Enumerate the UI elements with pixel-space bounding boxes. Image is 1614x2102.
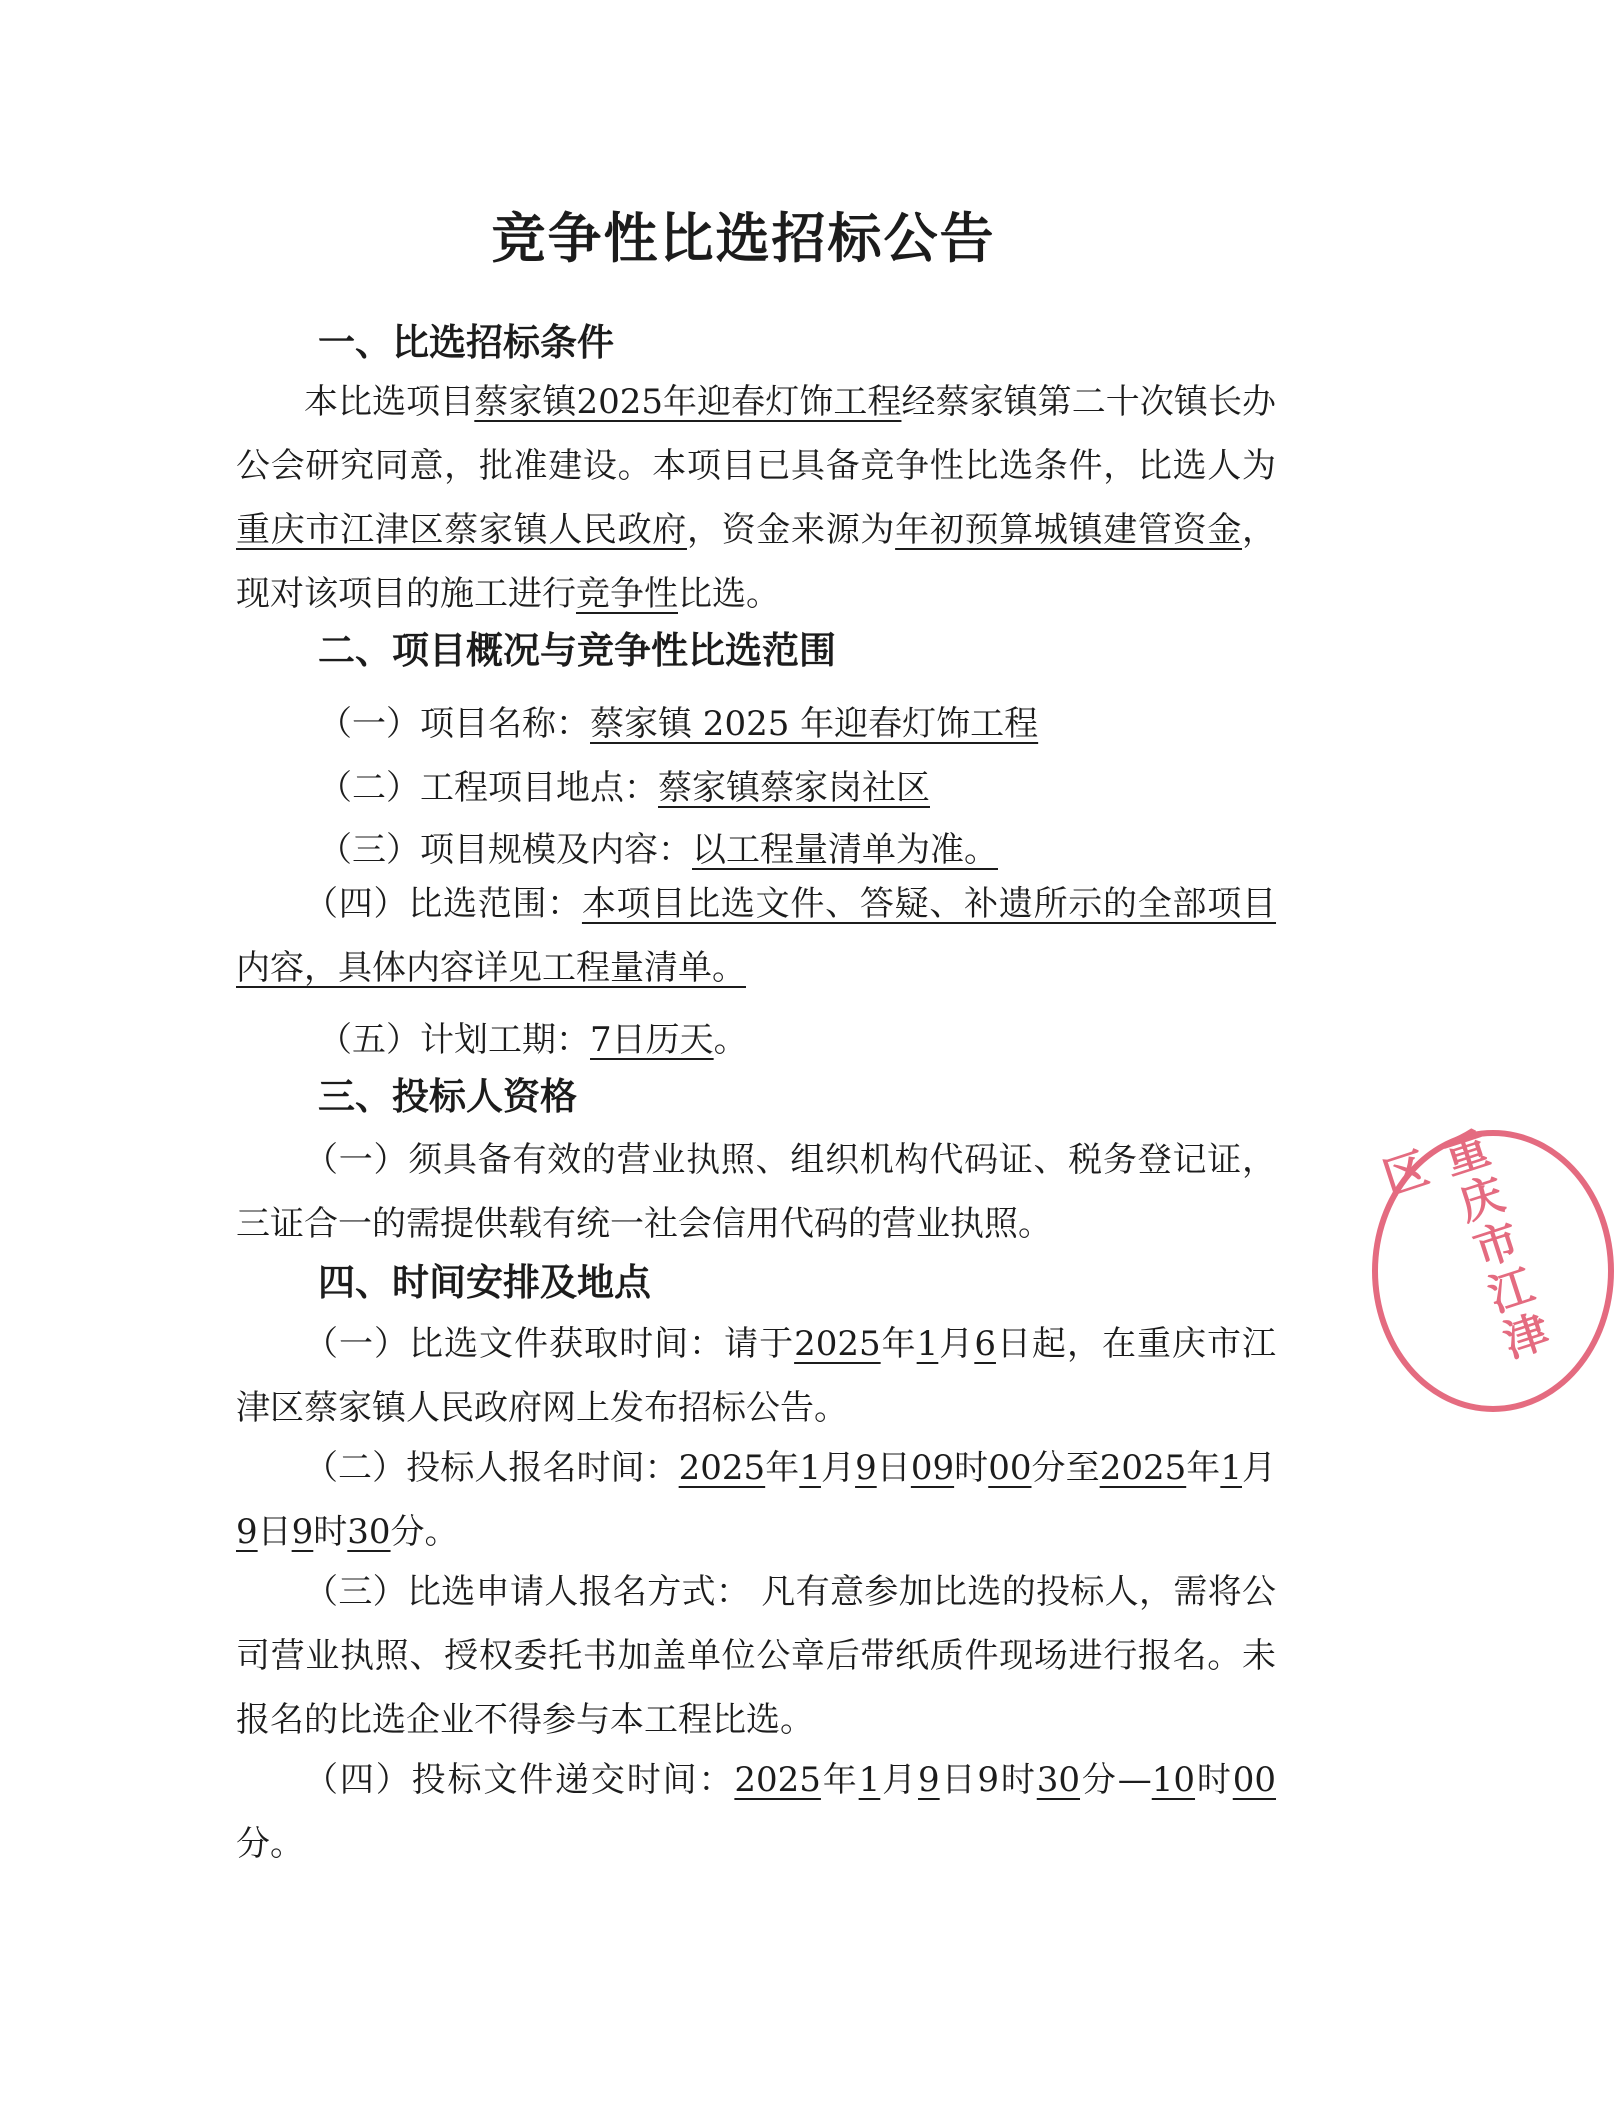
text-run: 分至 — [1031, 1448, 1100, 1488]
underlined-text: 蔡家镇2025年迎春灯饰工程 — [474, 382, 902, 422]
text-run: ，现对该项目的施工进行 — [236, 510, 1277, 614]
underlined-text: 2025 — [678, 1448, 766, 1488]
text-run: 月 — [938, 1324, 975, 1364]
official-seal — [1370, 1124, 1614, 1412]
text-run: 年 — [1186, 1448, 1221, 1488]
underlined-text: 9 — [855, 1448, 877, 1488]
document-acquisition-time — [236, 1312, 1276, 1440]
text-run: 月 — [820, 1448, 856, 1488]
construction-period-suffix: 。 — [713, 1020, 748, 1060]
text-run: 时 — [1195, 1760, 1233, 1800]
text-run: （二）投标人报名时间： — [304, 1448, 679, 1488]
project-location-item — [318, 760, 930, 809]
underlined-text: 30 — [1036, 1760, 1081, 1800]
underlined-text: 1 — [858, 1760, 881, 1800]
bidding-scope-label: （四）比选范围： — [304, 884, 582, 924]
text-run: 月 — [1241, 1448, 1277, 1488]
registration-time — [236, 1436, 1276, 1564]
section-4-heading: 四、时间安排及地点 — [318, 1261, 651, 1304]
text-run: 年 — [820, 1760, 859, 1800]
underlined-text: 1 — [799, 1448, 821, 1488]
underlined-text: 竞争性 — [576, 574, 678, 614]
underlined-text: 年初预算城镇建管资金 — [895, 510, 1243, 550]
project-name-value: 蔡家镇 2025 年迎春灯饰工程 — [590, 704, 1039, 744]
bidding-scope-value: 本项目比选文件、答疑、补遗所示的全部项目内容，具体内容详见工程量清单。 — [236, 884, 1277, 988]
construction-period-value: 7日历天 — [590, 1020, 714, 1060]
section-1-paragraph — [236, 370, 1276, 626]
text-run: 比选。 — [678, 574, 780, 614]
submission-time — [236, 1748, 1276, 1876]
text-run: 月 — [880, 1760, 919, 1800]
project-scale-value: 以工程量清单为准。 — [692, 830, 998, 870]
project-location-value: 蔡家镇蔡家岗社区 — [658, 768, 930, 808]
project-scale-item — [318, 822, 998, 871]
underlined-text: 30 — [347, 1512, 391, 1552]
text-run: 年 — [880, 1324, 917, 1364]
text-run: （四）投标文件递交时间： — [304, 1760, 735, 1800]
section-2-heading: 二、项目概况与竞争性比选范围 — [318, 629, 836, 672]
underlined-text: 2025 — [794, 1324, 881, 1364]
text-run: 本比选项目 — [304, 382, 475, 422]
bidding-scope-item — [236, 872, 1276, 1000]
text-run: 日 — [876, 1448, 911, 1488]
text-run: 分— — [1080, 1760, 1152, 1800]
underlined-text: 00 — [988, 1448, 1032, 1488]
registration-method: （三）比选申请人报名方式： 凡有意参加比选的投标人，需将公司营业执照、授权委托书加盖单位公章后带纸质件现场进行报名。未报名的比选企业不得参与本工程比选。 — [236, 1572, 1276, 1740]
text-run: 年 — [765, 1448, 800, 1488]
project-name-label: （一）项目名称： — [318, 704, 590, 744]
underlined-text: 00 — [1232, 1760, 1277, 1800]
section-3-heading: 三、投标人资格 — [318, 1075, 577, 1118]
underlined-text: 2025 — [734, 1760, 821, 1800]
underlined-text: 9 — [236, 1512, 258, 1552]
text-run: 时 — [954, 1448, 989, 1488]
text-run: 时 — [313, 1512, 348, 1552]
underlined-text: 09 — [910, 1448, 955, 1488]
underlined-text: 9 — [918, 1760, 940, 1800]
page-title: 竞争性比选招标公告 — [491, 207, 996, 270]
official-seal-text: 重庆市江津区 — [1370, 1124, 1554, 1369]
underlined-text: 2025 — [1099, 1448, 1187, 1488]
project-name-item — [318, 696, 1038, 745]
text-run: 日 — [257, 1512, 292, 1552]
text-run: 日9时 — [939, 1760, 1037, 1800]
text-run: （一）比选文件获取时间：请于 — [304, 1324, 795, 1364]
underlined-text: 6 — [974, 1324, 996, 1364]
text-run: 日起，在重庆市江津区蔡家镇人民政府网上发布招标公告。 — [236, 1324, 1277, 1428]
section-1-heading: 一、比选招标条件 — [318, 321, 614, 364]
underlined-text: 9 — [291, 1512, 314, 1552]
text-run: 分。 — [390, 1512, 459, 1552]
project-scale-label: （三）项目规模及内容： — [318, 830, 692, 870]
underlined-text: 10 — [1151, 1760, 1196, 1800]
underlined-text: 1 — [916, 1324, 939, 1364]
text-run: 经蔡家镇第二十次镇长办公会研究同意，批准建设。本项目已具备竞争性比选条件，比选人为 — [236, 382, 1277, 486]
construction-period-item — [318, 1012, 748, 1061]
underlined-text: 重庆市江津区蔡家镇人民政府 — [236, 510, 687, 550]
construction-period-label: （五）计划工期： — [318, 1020, 590, 1060]
project-location-label: （二）工程项目地点： — [318, 768, 658, 808]
text-run: 分。 — [236, 1824, 304, 1864]
text-run: ，资金来源为 — [686, 510, 896, 550]
section-3-paragraph: （一）须具备有效的营业执照、组织机构代码证、税务登记证，三证合一的需提供载有统一社会信用代码的营业执照。 — [236, 1140, 1276, 1244]
underlined-text: 1 — [1220, 1448, 1242, 1488]
